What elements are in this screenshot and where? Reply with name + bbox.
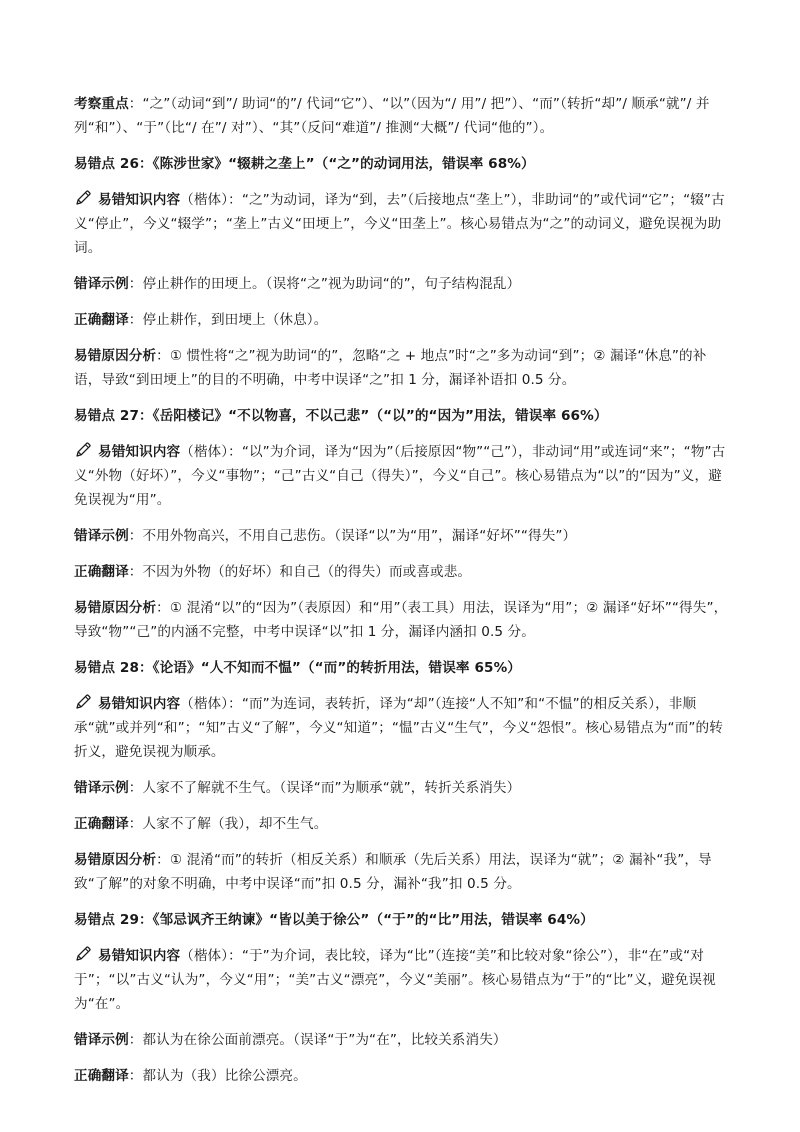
error-point-heading: 易错点 29：《邹忌讽齐王纳谏》“皆以美于徐公”（“于”的“比”用法，错误率 64%） [74, 912, 594, 928]
error-point-29 [74, 908, 730, 1088]
correct-translation-label: 正确翻译 [74, 1068, 129, 1084]
reason-analysis-paragraph [74, 848, 730, 896]
knowledge-text: （楷体）：“以”为介词，译为“因为”（后接原因“物”“己”），非动词“用”或连词“来”；“物”古义“外物（好坏）”，今义“事物”；“己”古义“自己（得失）”，今义“自己”。核心易错点为“以”的“因为”义，避免误视为“用”。 [74, 444, 726, 508]
error-point-heading: 易错点 27：《岳阳楼记》“不以物喜，不以己悲”（“以”的“因为”用法，错误率 66%） [74, 408, 608, 424]
knowledge-text: （楷体）：“而”为连词，表转折，译为“却”（连接“人不知”和“不愠”的相反关系），非顺承“就”或并列“和”；“知”古义“了解”，今义“知道”；“愠”古义“生气”，今义“怨恨”。核心易错点为“而”的转折义，避免误视为顺承。 [74, 696, 723, 760]
pencil-icon [74, 945, 92, 963]
error-point-heading: 易错点 26：《陈涉世家》“辍耕之垄上”（“之”的动词用法，错误率 68%） [74, 156, 535, 172]
correct-translation-label: 正确翻译 [74, 564, 129, 580]
wrong-example-label: 错译示例 [74, 276, 129, 292]
wrong-example-paragraph [74, 272, 730, 296]
wrong-example-text: ：人家不了解就不生气。（误译“而”为顺承“就”，转折关系消失） [128, 780, 521, 796]
reason-analysis-label: 易错原因分析 [74, 600, 157, 616]
reason-analysis-label: 易错原因分析 [74, 852, 157, 868]
correct-translation-text: ：停止耕作，到田埂上（休息）。 [128, 312, 328, 328]
exam-focus-label: 考察重点 [74, 96, 129, 112]
error-point-28 [74, 656, 730, 896]
knowledge-paragraph [74, 692, 730, 764]
pencil-icon [74, 189, 92, 207]
knowledge-paragraph [74, 440, 730, 512]
correct-translation-label: 正确翻译 [74, 312, 129, 328]
correct-translation-label: 正确翻译 [74, 816, 129, 832]
wrong-example-paragraph [74, 776, 730, 800]
pencil-icon [74, 441, 92, 459]
knowledge-label: 易错知识内容 [98, 696, 181, 712]
wrong-example-text: ：不用外物高兴，不用自己悲伤。（误译“以”为“用”，漏译“好坏”“得失”） [128, 528, 577, 544]
reason-analysis-paragraph [74, 596, 730, 644]
knowledge-paragraph [74, 944, 730, 1016]
exam-focus-text: ：“之”（动词“到”/ 助词“的”/ 代词“它”）、“以”（因为“/ 用”/ 把”）、“而”（转折“却”/ 顺承“就”/ 并列“和”）、“于”（比“/ 在”/ 对”）、“其”（反问“难道”/ 推测“大概”/ 代词“他的”）。 [74, 96, 710, 136]
knowledge-paragraph [74, 188, 730, 260]
knowledge-text: （楷体）：“之”为动词，译为“到，去”（后接地点“垄上”），非助词“的”或代词“它”；“辍”古义“停止”，今义“辍学”；“垄上”古义“田埂上”，今义“田垄上”。核心易错点为“之”的动词义，避免误视为助词。 [74, 192, 725, 256]
correct-translation-text: ：人家不了解（我），却不生气。 [128, 816, 328, 832]
error-point-heading: 易错点 28：《论语》“人不知而不愠”（“而”的转折用法，错误率 65%） [74, 660, 521, 676]
wrong-example-text: ：停止耕作的田埂上。（误将“之”视为助词“的”，句子结构混乱） [128, 276, 521, 292]
correct-translation-paragraph [74, 308, 730, 332]
wrong-example-label: 错译示例 [74, 528, 129, 544]
correct-translation-paragraph [74, 812, 730, 836]
exam-focus-paragraph [74, 92, 730, 140]
error-point-27 [74, 404, 730, 644]
reason-analysis-text: ：① 混淆“而”的转折（相反关系）和顺承（先后关系）用法，误译为“就”；② 漏补“我”，导致“了解”的对象不明确，中考中误译“而”扣 0.5 分，漏补“我”扣 0.5 分。 [74, 852, 712, 892]
error-point-26 [74, 152, 730, 392]
wrong-example-text: ：都认为在徐公面前漂亮。（误译“于”为“在”，比较关系消失） [128, 1032, 507, 1048]
knowledge-label: 易错知识内容 [98, 948, 181, 964]
pencil-icon [74, 693, 92, 711]
correct-translation-text: ：不因为外物（的好坏）和自己（的得失）而或喜或悲。 [128, 564, 472, 580]
document-page [74, 92, 730, 1100]
correct-translation-paragraph [74, 1064, 730, 1088]
wrong-example-paragraph [74, 524, 730, 548]
wrong-example-label: 错译示例 [74, 1032, 129, 1048]
knowledge-label: 易错知识内容 [98, 192, 181, 208]
reason-analysis-label: 易错原因分析 [74, 348, 157, 364]
correct-translation-text: ：都认为（我）比徐公漂亮。 [128, 1068, 307, 1084]
wrong-example-label: 错译示例 [74, 780, 129, 796]
reason-analysis-text: ：① 混淆“以”的“因为”（表原因）和“用”（表工具）用法，误译为“用”；② 漏译“好坏”“得失”，导致“物”“己”的内涵不完整，中考中误译“以”扣 1 分，漏译内涵扣 0.5 分。 [74, 600, 728, 640]
correct-translation-paragraph [74, 560, 730, 584]
knowledge-text: （楷体）：“于”为介词，表比较，译为“比”（连接“美”和比较对象“徐公”），非“在”或“对于”；“以”古义“认为”，今义“用”；“美”古义“漂亮”，今义“美丽”。核心易错点为“于”的“比”义，避免误视为“在”。 [74, 948, 716, 1012]
knowledge-label: 易错知识内容 [98, 444, 181, 460]
wrong-example-paragraph [74, 1028, 730, 1052]
reason-analysis-text: ：① 惯性将“之”视为助词“的”，忽略“之 + 地点”时“之”多为动词“到”；② 漏译“休息”的补语，导致“到田埂上”的目的不明确，中考中误译“之”扣 1 分，漏译补语扣 0.5 分。 [74, 348, 707, 388]
reason-analysis-paragraph [74, 344, 730, 392]
